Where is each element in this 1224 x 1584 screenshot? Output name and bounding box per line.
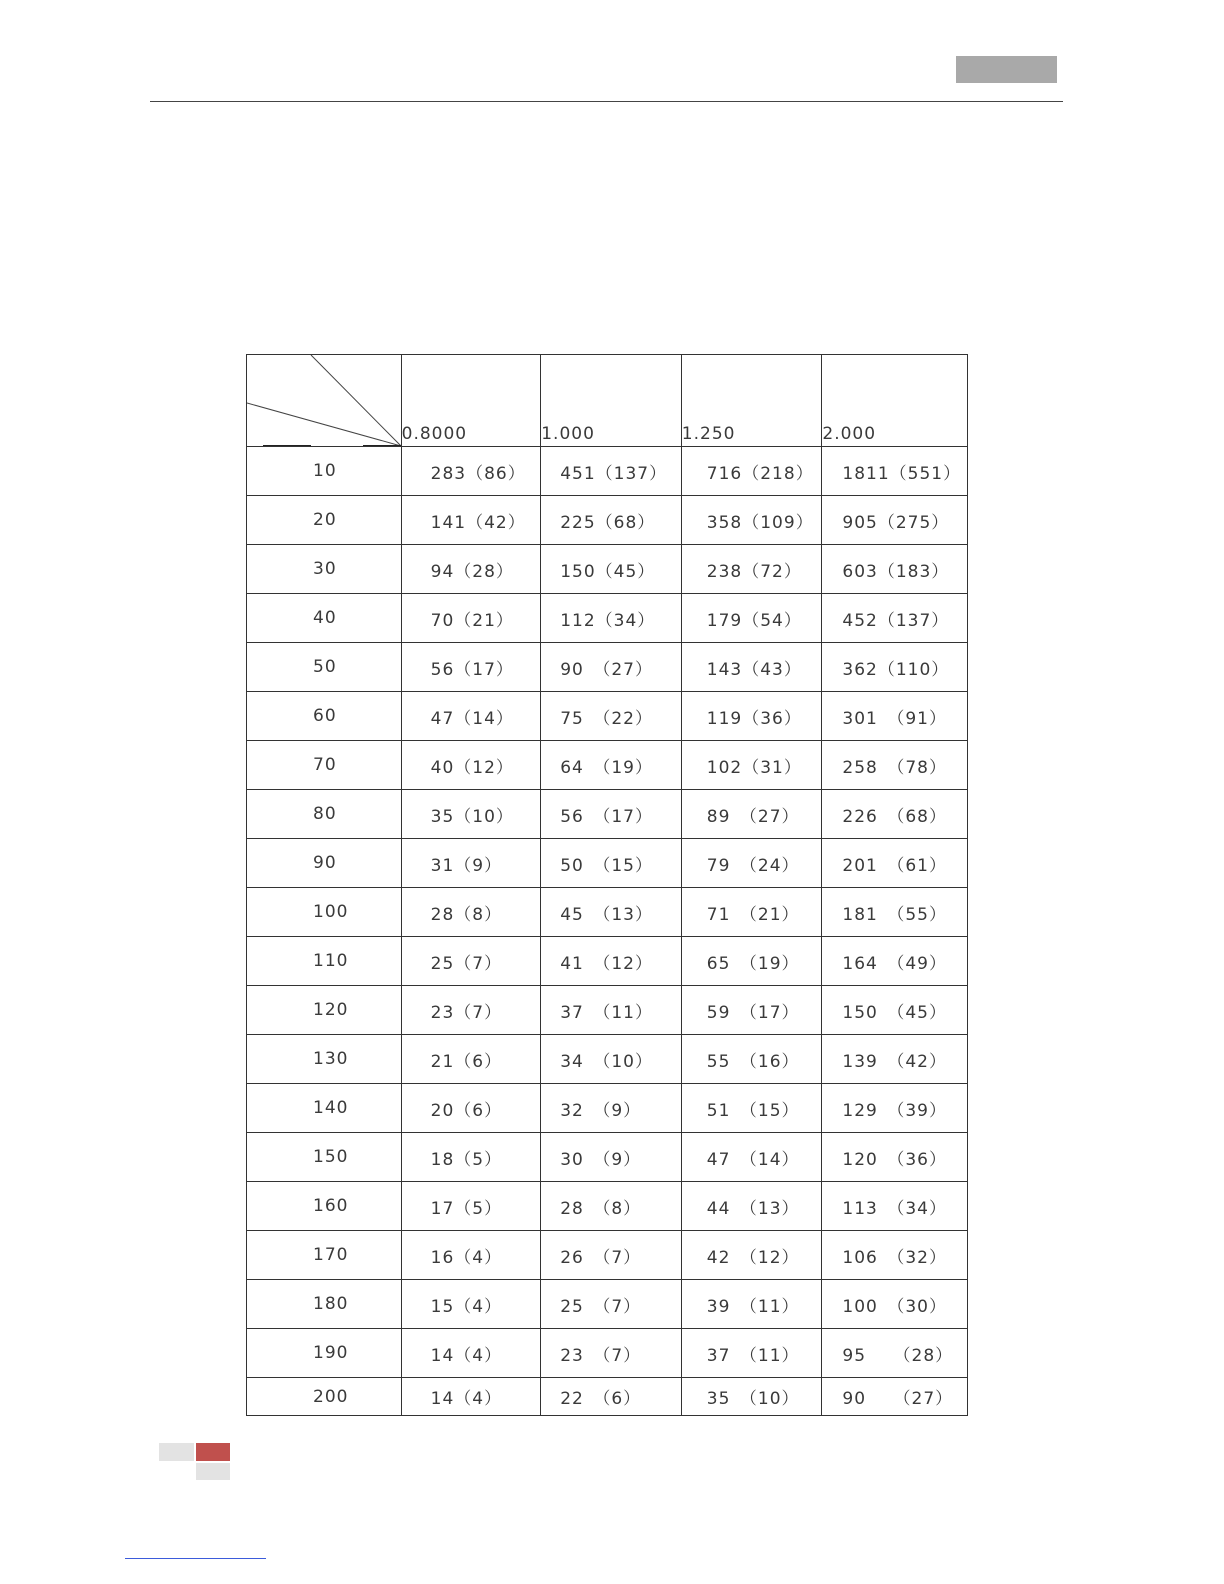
table-cell: 452（137）	[822, 594, 968, 643]
table-row	[247, 594, 968, 643]
table-row	[247, 1133, 968, 1182]
row-label: 180	[247, 1280, 402, 1329]
table-cell: 179（54）	[681, 594, 822, 643]
table-cell: 119（36）	[681, 692, 822, 741]
table-cell: 14（4）	[401, 1378, 541, 1416]
table-cell: 112（34）	[541, 594, 682, 643]
footer-page-accent	[196, 1443, 230, 1461]
table-row	[247, 496, 968, 545]
diagonal-divider-lines	[247, 355, 401, 446]
row-label: 50	[247, 643, 402, 692]
table-cell: 181 （55）	[822, 888, 968, 937]
table-cell: 143（43）	[681, 643, 822, 692]
table-cell: 64 （19）	[541, 741, 682, 790]
column-header: 2.000	[822, 355, 968, 447]
header-gray-block	[956, 56, 1057, 83]
table-row	[247, 1084, 968, 1133]
header-rule	[150, 101, 1063, 102]
table-cell: 47 （14）	[681, 1133, 822, 1182]
row-label: 40	[247, 594, 402, 643]
table-cell: 79 （24）	[681, 839, 822, 888]
row-label: 20	[247, 496, 402, 545]
table-row	[247, 1035, 968, 1084]
row-label: 80	[247, 790, 402, 839]
column-header: 1.000	[541, 355, 682, 447]
table-cell: 106 （32）	[822, 1231, 968, 1280]
table-cell: 37 （11）	[681, 1329, 822, 1378]
row-label: 30	[247, 545, 402, 594]
table-cell: 18（5）	[401, 1133, 541, 1182]
table-cell: 17（5）	[401, 1182, 541, 1231]
table-cell: 35 （10）	[681, 1378, 822, 1416]
column-header: 0.8000	[401, 355, 541, 447]
row-label: 10	[247, 447, 402, 496]
table-cell: 41 （12）	[541, 937, 682, 986]
footer-gray-tab	[196, 1463, 230, 1480]
table-cell: 226 （68）	[822, 790, 968, 839]
table-cell: 905（275）	[822, 496, 968, 545]
table-cell: 102（31）	[681, 741, 822, 790]
table-row	[247, 986, 968, 1035]
table-cell: 141（42）	[401, 496, 541, 545]
table-cell: 22 （6）	[541, 1378, 682, 1416]
row-label: 100	[247, 888, 402, 937]
table-cell: 238（72）	[681, 545, 822, 594]
table-cell: 50 （15）	[541, 839, 682, 888]
table-cell: 55 （16）	[681, 1035, 822, 1084]
table-row	[247, 839, 968, 888]
table-cell: 31（9）	[401, 839, 541, 888]
row-label: 60	[247, 692, 402, 741]
table-cell: 25（7）	[401, 937, 541, 986]
table-row	[247, 888, 968, 937]
table-row	[247, 741, 968, 790]
row-label: 130	[247, 1035, 402, 1084]
table-row	[247, 1378, 968, 1416]
table-cell: 139 （42）	[822, 1035, 968, 1084]
table-cell: 283（86）	[401, 447, 541, 496]
footer-gray-tab	[159, 1443, 194, 1461]
table-cell: 47（14）	[401, 692, 541, 741]
row-label: 70	[247, 741, 402, 790]
table-body	[247, 447, 968, 1416]
table-cell: 59 （17）	[681, 986, 822, 1035]
table-cell: 32 （9）	[541, 1084, 682, 1133]
table-cell: 65 （19）	[681, 937, 822, 986]
table-cell: 362（110）	[822, 643, 968, 692]
table-cell: 20（6）	[401, 1084, 541, 1133]
table-cell: 164 （49）	[822, 937, 968, 986]
table-cell: 120 （36）	[822, 1133, 968, 1182]
table-cell: 89 （27）	[681, 790, 822, 839]
table-cell: 51 （15）	[681, 1084, 822, 1133]
row-label: 90	[247, 839, 402, 888]
table-cell: 90 （27）	[822, 1378, 968, 1416]
table-header-row	[247, 355, 968, 447]
table-cell: 42 （12）	[681, 1231, 822, 1280]
table-row	[247, 692, 968, 741]
table-cell: 40（12）	[401, 741, 541, 790]
table-row	[247, 643, 968, 692]
row-label: 170	[247, 1231, 402, 1280]
table-corner-cell	[247, 355, 402, 447]
table-cell: 603（183）	[822, 545, 968, 594]
table-row	[247, 1280, 968, 1329]
row-label: 200	[247, 1378, 402, 1416]
row-label: 160	[247, 1182, 402, 1231]
table-cell: 258 （78）	[822, 741, 968, 790]
table-cell: 28（8）	[401, 888, 541, 937]
table-cell: 37 （11）	[541, 986, 682, 1035]
row-label: 150	[247, 1133, 402, 1182]
table-cell: 16（4）	[401, 1231, 541, 1280]
table-cell: 100 （30）	[822, 1280, 968, 1329]
table-cell: 358（109）	[681, 496, 822, 545]
table-cell: 129 （39）	[822, 1084, 968, 1133]
table-cell: 113 （34）	[822, 1182, 968, 1231]
table-row	[247, 937, 968, 986]
table-cell: 56（17）	[401, 643, 541, 692]
table-cell: 15（4）	[401, 1280, 541, 1329]
row-label: 140	[247, 1084, 402, 1133]
table-cell: 90 （27）	[541, 643, 682, 692]
footer-link-underline	[125, 1558, 266, 1559]
table-row	[247, 790, 968, 839]
table-cell: 34 （10）	[541, 1035, 682, 1084]
table-cell: 201 （61）	[822, 839, 968, 888]
table-cell: 35（10）	[401, 790, 541, 839]
table-cell: 301 （91）	[822, 692, 968, 741]
table-cell: 225（68）	[541, 496, 682, 545]
table-cell: 716（218）	[681, 447, 822, 496]
table-cell: 28 （8）	[541, 1182, 682, 1231]
table-cell: 1811（551）	[822, 447, 968, 496]
row-label: 110	[247, 937, 402, 986]
table-cell: 150 （45）	[822, 986, 968, 1035]
table-cell: 23（7）	[401, 986, 541, 1035]
table-row	[247, 545, 968, 594]
row-label: 190	[247, 1329, 402, 1378]
table-row	[247, 1182, 968, 1231]
table-cell: 26 （7）	[541, 1231, 682, 1280]
table-cell: 451（137）	[541, 447, 682, 496]
table-cell: 45 （13）	[541, 888, 682, 937]
table-row	[247, 447, 968, 496]
distance-table	[246, 354, 968, 1416]
table-cell: 14（4）	[401, 1329, 541, 1378]
table-cell: 56 （17）	[541, 790, 682, 839]
distance-table-container	[246, 354, 968, 1424]
table-cell: 94（28）	[401, 545, 541, 594]
table-cell: 25 （7）	[541, 1280, 682, 1329]
table-cell: 30 （9）	[541, 1133, 682, 1182]
table-cell: 95 （28）	[822, 1329, 968, 1378]
table-cell: 70（21）	[401, 594, 541, 643]
table-row	[247, 1329, 968, 1378]
table-cell: 75 （22）	[541, 692, 682, 741]
table-cell: 39 （11）	[681, 1280, 822, 1329]
table-cell: 23 （7）	[541, 1329, 682, 1378]
column-header: 1.250	[681, 355, 822, 447]
table-cell: 21（6）	[401, 1035, 541, 1084]
row-label: 120	[247, 986, 402, 1035]
table-row	[247, 1231, 968, 1280]
table-cell: 71 （21）	[681, 888, 822, 937]
table-cell: 44 （13）	[681, 1182, 822, 1231]
table-cell: 150（45）	[541, 545, 682, 594]
